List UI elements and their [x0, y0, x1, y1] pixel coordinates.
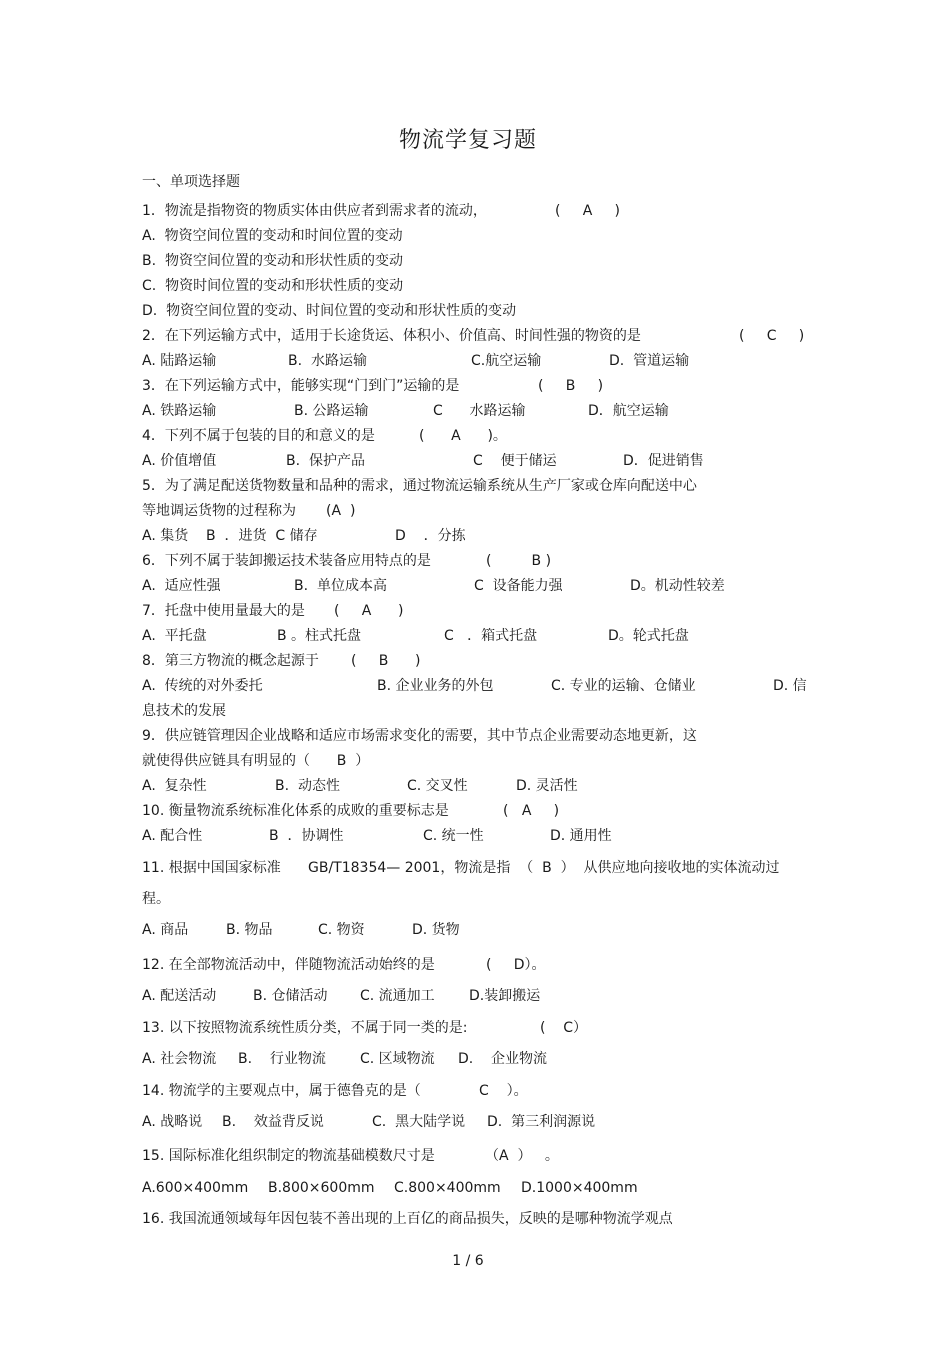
- line-segment: B. 行业物流: [238, 1051, 326, 1067]
- line-segment: C. 物资: [318, 922, 365, 938]
- line-text: A. 铁路运输: [142, 403, 217, 419]
- line-text: 8．第三方物流的概念起源于: [142, 653, 319, 669]
- line-segment: D.1000×400mm: [521, 1180, 638, 1196]
- line-text: 1．物流是指物资的物质实体由供应者到需求者的流动，: [142, 203, 487, 219]
- line-segment: C. 专业的运输、仓储业: [551, 678, 696, 694]
- line-segment: D ．分拣: [395, 528, 466, 544]
- line-segment: B. 单位成本高: [294, 578, 387, 594]
- line-segment: C 便于储运: [473, 453, 557, 469]
- line-text: 2．在下列运输方式中，适用于长途货运、体积小、价值高、时间性强的物资的是: [142, 328, 641, 344]
- line-text: 就使得供应链具有明显的（ B ）: [142, 753, 370, 769]
- line-segment: GB/T18354— 2001，物流是指 （ B ） 从供应地向接收地的实体流动过: [308, 860, 780, 876]
- line-segment: C 水路运输: [433, 403, 526, 419]
- section-heading-text: 一、单项选择题: [142, 174, 240, 190]
- line-segment: B. 水路运输: [288, 353, 367, 369]
- line-segment: D. 货物: [412, 922, 460, 938]
- line-text: 等地调运货物的过程称为: [142, 503, 296, 519]
- line-segment: （A ） 。: [485, 1148, 559, 1164]
- line-text: A. 传统的对外委托: [142, 678, 263, 694]
- line-segment: ( B ): [486, 553, 552, 569]
- line-text: A.600×400mm: [142, 1180, 249, 1196]
- line-segment: ( D）。: [486, 957, 546, 973]
- line-segment: D．航空运输: [588, 403, 669, 419]
- line-segment: C.航空运输: [471, 353, 542, 369]
- line-segment: B. 动态性: [275, 778, 340, 794]
- line-segment: C. 交叉性: [407, 778, 468, 794]
- line-segment: B.800×600mm: [268, 1180, 375, 1196]
- line-text: 12. 在全部物流活动中，伴随物流活动始终的是: [142, 957, 435, 973]
- line-segment: ( B ): [351, 653, 421, 669]
- line-segment: C ．箱式托盘: [444, 628, 538, 644]
- line-text: 9．供应链管理因企业战略和适应市场需求变化的需要，其中节点企业需要动态地更新，这: [142, 728, 697, 744]
- line-segment: ( A )。: [419, 428, 507, 444]
- line-segment: C. 统一性: [423, 828, 484, 844]
- line-segment: (A ): [326, 503, 356, 519]
- line-segment: D. 管道运输: [609, 353, 690, 369]
- line-text: A. 配合性: [142, 828, 203, 844]
- line-segment: B. 保护产品: [286, 453, 365, 469]
- line-text: 程。: [142, 891, 170, 907]
- line-segment: ( C）: [540, 1020, 588, 1036]
- line-segment: C 设备能力强: [474, 578, 563, 594]
- line-segment: ( A ): [503, 803, 560, 819]
- line-segment: B. 公路运输: [294, 403, 369, 419]
- line-segment: D. 第三利润源说: [487, 1114, 596, 1130]
- line-segment: B. 企业业务的外包: [377, 678, 494, 694]
- line-segment: B 。柱式托盘: [277, 628, 362, 644]
- line-text: B. 物资空间位置的变动和形状性质的变动: [142, 253, 403, 269]
- line-text: A. 复杂性: [142, 778, 207, 794]
- line-segment: C. 流通加工: [360, 988, 435, 1004]
- line-text: 3．在下列运输方式中，能够实现“门到门”运输的是: [142, 378, 460, 394]
- line-text: A. 平托盘: [142, 628, 207, 644]
- line-segment: B. 效益背反说: [222, 1114, 324, 1130]
- section-heading: [142, 172, 240, 192]
- line-segment: D．促进销售: [623, 453, 704, 469]
- line-text: 13. 以下按照物流系统性质分类，不属于同一类的是:: [142, 1020, 468, 1036]
- line-text: 15. 国际标准化组织制定的物流基础模数尺寸是: [142, 1148, 435, 1164]
- line-segment: ( A ): [334, 603, 404, 619]
- line-text: A. 适应性强: [142, 578, 221, 594]
- line-segment: ( C ): [739, 328, 805, 344]
- line-segment: D. 信: [773, 678, 807, 694]
- line-text: 6．下列不属于装卸搬运技术装备应用特点的是: [142, 553, 431, 569]
- line-text: A. 配送活动: [142, 988, 217, 1004]
- line-segment: C. 黑大陆学说: [372, 1114, 466, 1130]
- line-segment: B. 物品: [226, 922, 273, 938]
- line-segment: D. 灵活性: [516, 778, 578, 794]
- line-text: A. 战略说: [142, 1114, 203, 1130]
- line-text: 4．下列不属于包装的目的和意义的是: [142, 428, 375, 444]
- line-text: D. 物资空间位置的变动、时间位置的变动和形状性质的变动: [142, 303, 517, 319]
- line-segment: D. 通用性: [550, 828, 612, 844]
- line-segment: ( B ): [538, 378, 604, 394]
- line-segment: ( A ): [555, 203, 621, 219]
- line-text: 10. 衡量物流系统标准化体系的成败的重要标志是: [142, 803, 449, 819]
- line-text: 息技术的发展: [142, 703, 226, 719]
- page-number: 1 / 6: [452, 1253, 484, 1269]
- line-segment: D.装卸搬运: [469, 988, 541, 1004]
- line-segment: D. 企业物流: [458, 1051, 548, 1067]
- line-text: A. 价值增值: [142, 453, 217, 469]
- line-text: 14. 物流学的主要观点中，属于德鲁克的是（: [142, 1083, 421, 1099]
- line-text: A. 物资空间位置的变动和时间位置的变动: [142, 228, 403, 244]
- line-segment: C. 区域物流: [360, 1051, 435, 1067]
- line-text: A. 陆路运输: [142, 353, 217, 369]
- line-text: 11. 根据中国国家标准: [142, 860, 281, 876]
- line-text: 5．为了满足配送货物数量和品种的需求，通过物流运输系统从生产厂家或仓库向配送中心: [142, 478, 697, 494]
- line-segment: B ．协调性: [269, 828, 344, 844]
- line-segment: B. 仓储活动: [253, 988, 328, 1004]
- line-text: C. 物资时间位置的变动和形状性质的变动: [142, 278, 404, 294]
- line-segment: C ）。: [479, 1083, 528, 1099]
- line-segment: D。机动性较差: [630, 578, 725, 594]
- line-text: 16. 我国流通领域每年因包装不善出现的上百亿的商品损失，反映的是哪种物流学观点: [142, 1211, 673, 1227]
- line-segment: D。轮式托盘: [608, 628, 689, 644]
- line-text: A. 商品: [142, 922, 189, 938]
- line-text: A. 集货 B ．进货 C 储存: [142, 528, 318, 544]
- line-segment: C.800×400mm: [394, 1180, 501, 1196]
- line-text: A. 社会物流: [142, 1051, 217, 1067]
- line-text: 7．托盘中使用量最大的是: [142, 603, 305, 619]
- page-title: 物流学复习题: [398, 128, 537, 153]
